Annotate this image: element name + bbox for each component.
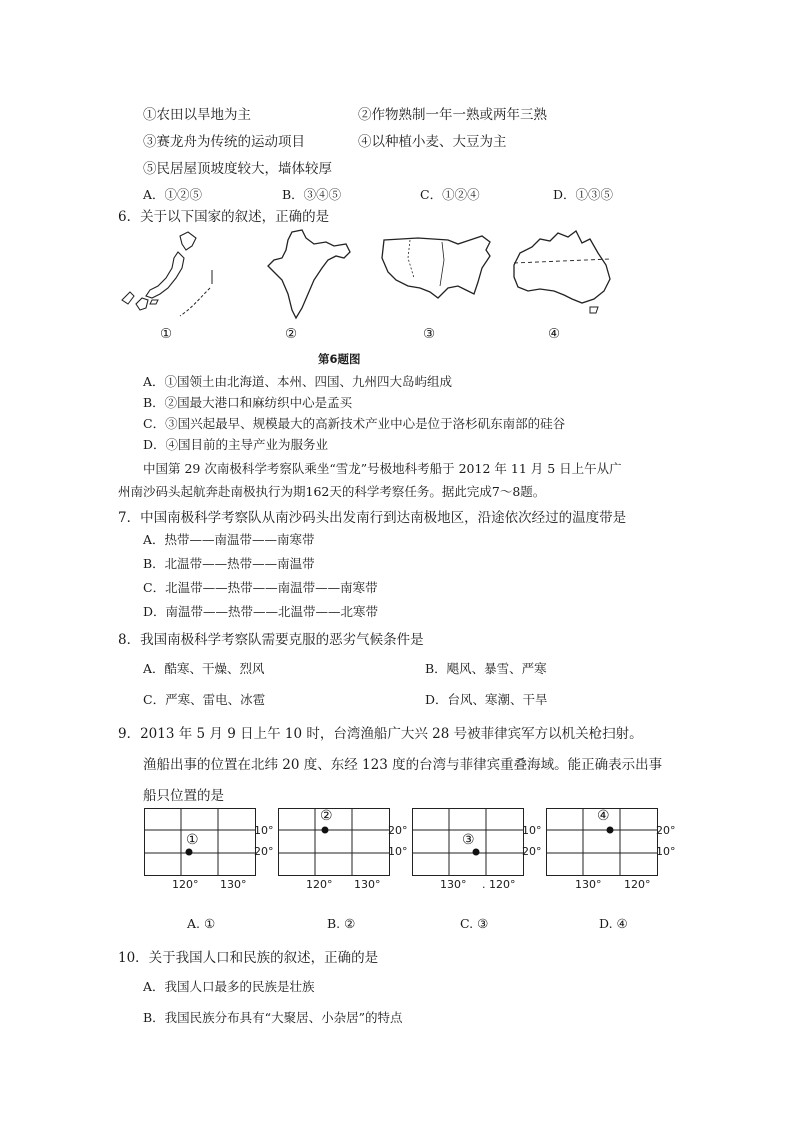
q6-choice-d: D．④国目前的主导产业为服务业 [143,437,329,452]
q9-stem-line-3: 船只位置的是 [143,788,224,804]
q8-choice-c: C．严寒、雷电、冰雹 [143,692,266,707]
q6-choice-a: A．①国领土由北海道、本州、四国、九州四大岛屿组成 [143,374,453,389]
q6-stem: 6．关于以下国家的叙述，正确的是 [118,209,330,225]
grid-4-marker: ④ [597,808,610,824]
grid-1-lat-top: 10° [254,824,274,837]
passage-line-2: 州南沙码头起航奔赴南极执行为期162天的科学考察任务。据此完成7～8题。 [118,484,546,499]
q5-option-2: ②作物熟制一年一熟或两年三熟 [358,107,547,123]
q9-stem-line-2: 渔船出事的位置在北纬 20 度、东经 123 度的台湾与菲律宾重叠海域。能正确表示出事 [143,757,663,773]
q7-choice-d: D．南温带——热带——北温带——北寒带 [143,604,379,619]
q5-option-1: ①农田以旱地为主 [143,107,251,123]
q8-choice-b: B．飓风、暴雪、严寒 [425,661,547,676]
q5-option-4: ④以种植小麦、大豆为主 [358,134,507,150]
lat-lon-grid-1 [144,808,256,876]
grid-3-lat-top: 10° [522,824,542,837]
q9-choice-a: A. ① [187,916,216,931]
passage-line-1: 中国第 29 次南极科学考察队乘坐“雪龙”号极地科考船于 2012 年 11 月 5 日上午从广 [143,461,622,476]
grid-3-lat-bottom: 20° [522,845,542,858]
q10-stem: 10．关于我国人口和民族的叙述，正确的是 [118,950,379,966]
map-australia [510,225,615,315]
grid-1-lon-right: 130° [220,878,247,891]
q9-choice-b: B. ② [327,916,356,931]
grid-4-lon-left: 130° [575,878,602,891]
grid-3-lon-right: . 120° [482,878,516,891]
grid-3-marker: ③ [462,832,475,848]
map-japan [120,228,220,323]
grid-4-lon-right: 120° [624,878,651,891]
map-label-1: ① [160,326,173,342]
grid-4-lat-top: 20° [656,824,676,837]
q5-option-5: ⑤民居屋顶坡度较大，墙体较厚 [143,161,332,177]
q10-choice-a: A．我国人口最多的民族是壮族 [143,979,315,994]
grid-2-marker: ② [320,808,333,824]
q9-choice-c: C. ③ [460,916,489,931]
q7-choice-b: B．北温带——热带——南温带 [143,556,315,571]
q7-choice-a: A．热带——南温带——南寒带 [143,532,315,547]
grid-1-lon-left: 120° [172,878,199,891]
q6-choice-b: B．②国最大港口和麻纺织中心是孟买 [143,395,353,410]
q5-option-3: ③赛龙舟为传统的运动项目 [143,134,305,150]
grid-3-lon-left: 130° [440,878,467,891]
grid-2-lat-bottom: 10° [388,845,408,858]
q5-choice-d: D．①③⑤ [553,187,614,202]
q5-choice-b: B．③④⑤ [282,187,342,202]
q8-choice-d: D．台风、寒潮、干旱 [425,692,548,707]
grid-2-lon-left: 120° [306,878,333,891]
grid-4-lat-bottom: 10° [656,845,676,858]
lat-lon-grid-2 [278,808,390,876]
grid-1-lat-bottom: 20° [254,845,274,858]
q10-choice-b: B．我国民族分布具有“大聚居、小杂居”的特点 [143,1010,403,1025]
map-usa [378,228,498,308]
grid-2-lon-right: 130° [354,878,381,891]
grid-1-marker: ① [186,832,199,848]
q6-choice-c: C．③国兴起最早、规模最大的高新技术产业中心是位于洛杉矶东南部的硅谷 [143,416,566,431]
q8-choice-a: A．酷寒、干燥、烈风 [143,661,265,676]
q7-stem: 7．中国南极科学考察队从南沙码头出发南行到达南极地区，沿途依次经过的温度带是 [118,510,627,526]
q5-choice-a: A．①②⑤ [143,187,203,202]
q5-choice-c: C．①②④ [420,187,480,202]
q7-choice-c: C．北温带——热带——南温带——南寒带 [143,580,378,595]
map-label-3: ③ [423,326,436,342]
map-label-4: ④ [548,326,561,342]
q9-choice-d: D. ④ [599,916,628,931]
q9-stem-line-1: 9．2013 年 5 月 9 日上午 10 时，台湾渔船广大兴 28 号被菲律宾军方以机关枪扫射。 [118,726,643,742]
map-label-2: ② [285,326,298,342]
q8-stem: 8．我国南极科学考察队需要克服的恶劣气候条件是 [118,632,424,648]
grid-2-lat-top: 20° [388,824,408,837]
figure-caption: 第6题图 [318,352,361,366]
map-india [262,228,357,323]
